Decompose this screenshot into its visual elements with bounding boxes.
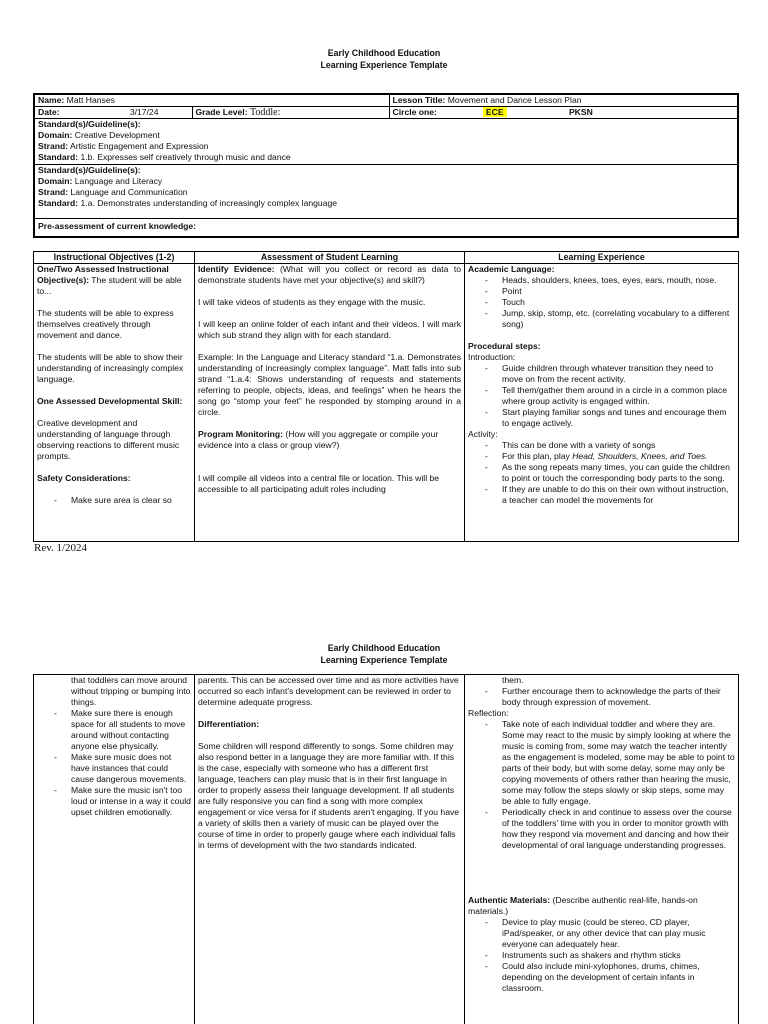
name-value: Matt Hanses	[66, 95, 115, 105]
reflection-item: - Take note of each individual toddler and where they are. Some may react to the music by simply looking at where the music is coming from, some may watch the teacher intently as the engagement is modeled, some may be able to point to parts of their body, but with some delay, some may only be copying movements of others rather than hearing the music, some may follow the steps slowly or skip steps, some may be able to fully engage.	[468, 719, 735, 807]
activity-item-text: For this plan, play	[502, 451, 573, 461]
academic-language-list	[468, 275, 735, 330]
academic-language-label: Academic Language:	[468, 264, 555, 274]
identify-evidence-label: Identify Evidence:	[198, 264, 275, 274]
name-cell	[34, 94, 389, 107]
introduction-list	[468, 363, 735, 429]
learning-experience-cell	[465, 264, 739, 542]
strand-line	[38, 187, 734, 198]
developmental-skill-heading: One Assessed Developmental Skill:	[37, 396, 183, 406]
domain-value: Creative Development	[74, 130, 160, 140]
program-monitoring-text: (How will you aggregate or compile your evidence into a class or group view?)	[198, 429, 439, 450]
evidence-folder: I will keep an online folder of each infant and their videos. I will mark which sub strand they align with for each standard.	[198, 319, 461, 340]
activity-list-continued	[468, 675, 735, 708]
differentiation-label: Differentiation:	[198, 719, 260, 729]
grade-level-cell	[192, 107, 389, 119]
standard-value: 1.a. Demonstrates understanding of increasingly complex language	[80, 198, 338, 208]
column-header-learning-experience: Learning Experience	[465, 252, 739, 264]
introduction-label: Introduction:	[468, 352, 516, 362]
safety-item: - Make sure area is clear so	[37, 495, 191, 506]
date-value: 3/17/24	[129, 107, 159, 117]
column-header-assessment: Assessment of Student Learning	[195, 252, 465, 264]
column-header-objectives: Instructional Objectives (1-2)	[34, 252, 195, 264]
document-page-2	[0, 590, 768, 1024]
program-monitoring	[198, 429, 461, 451]
differentiation-text: Some children will respond differently to songs. Some children may also respond better in a language they are more familiar with. If this is the case, especially with someone who has a different first language, teachers can play music that is in their first language in order to properly assess their language development. If all students are fully responsive you can find a song with more complex engagement or vice versa for if students aren't engaging. If you have a variety of skills then a variety of music can be played over the course of time in order to properly gauge where each individual falls in terms of development with the two standards indicated.	[198, 741, 460, 850]
circle-one-cell	[389, 107, 738, 119]
lesson-title-label: Lesson Title:	[392, 95, 446, 105]
standard-block-2	[34, 165, 738, 219]
preassessment-label: Pre-assessment of current knowledge:	[38, 221, 197, 231]
developmental-skill-text: Creative development and understanding of language through observing reactions to different music prompts.	[37, 418, 180, 461]
activity-label: Activity:	[468, 429, 498, 439]
page-header	[0, 48, 768, 71]
safety-item: - Make sure music does not have instances that could cause dangerous movements.	[37, 752, 191, 785]
academic-language-item: - Heads, shoulders, knees, toes, eyes, ears, mouth, nose.	[468, 275, 735, 286]
domain-value: Language and Literacy	[74, 176, 163, 186]
objective-1: The students will be able to express themselves creatively through movement and dance.	[37, 308, 174, 340]
safety-list	[37, 495, 191, 506]
page-header	[0, 643, 768, 666]
safety-list-continued	[37, 675, 191, 818]
safety-heading: Safety Considerations:	[37, 473, 131, 483]
objectives-cell	[34, 264, 195, 542]
academic-language-item: - Touch	[468, 297, 735, 308]
parents-access-text: parents. This can be accessed over time and as more activities have occurred so each infant's development can be reviewed in order to determine adequate progress.	[198, 675, 459, 707]
assessment-cell-continued	[195, 675, 465, 1024]
header-line-2: Learning Experience Template	[320, 654, 448, 665]
domain-line	[38, 130, 734, 141]
domain-line	[38, 176, 734, 187]
authentic-materials-text: (Describe authentic real-life, hands-on materials.)	[468, 895, 698, 916]
grade-level-value: Toddle:	[249, 107, 281, 118]
standard-value: 1.b. Expresses self creatively through music and dance	[80, 152, 291, 162]
authentic-materials-label: Authentic Materials:	[468, 895, 551, 905]
authentic-materials	[468, 895, 735, 917]
activity-item: - This can be done with a variety of songs	[468, 440, 735, 451]
reflection-item: - Periodically check in and continue to assess over the course of the toddlers' time with you in order to monitor growth with how they respond via movement and dancing and how their developmental of oral language understanding progresses.	[468, 807, 735, 851]
standard-line	[38, 198, 734, 209]
academic-language-item: - Point	[468, 286, 735, 297]
identify-evidence-text: (What will you collect or record as data to demonstrate students have met your objective(s) and skill?)	[198, 264, 461, 285]
circle-option-ece[interactable]: ECE	[483, 107, 507, 117]
activity-list	[468, 440, 735, 506]
circle-option-pksn[interactable]: PKSN	[568, 107, 593, 117]
revision-footer: Rev. 1/2024	[34, 542, 88, 554]
program-monitoring-label: Program Monitoring:	[198, 429, 283, 439]
evidence-example: Example: In the Language and Literacy standard “1.a. Demonstrates understanding of increasingly complex language”. Matt falls into sub strand “1.a.4: Shows understanding of requests and statements referring to people, objects, ideas, and feelings” when he hears the song go “stomp your feet” he responded by stomping around in a circle.	[198, 352, 461, 417]
strand-value: Language and Communication	[70, 187, 188, 197]
header-line-1: Early Childhood Education	[327, 48, 441, 58]
strand-line	[38, 141, 734, 152]
circle-one-label: Circle one:	[392, 107, 437, 117]
standards-heading: Standard(s)/Guideline(s):	[38, 165, 141, 175]
activity-item: them.	[502, 675, 524, 685]
standard-label: Standard:	[38, 198, 79, 208]
objective-heading-text: The student will be able to...	[37, 275, 182, 296]
safety-item: - Make sure the music isn't too loud or intense in a way it could upset children emotionally.	[37, 785, 191, 818]
grade-level-label: Grade Level:	[195, 107, 248, 117]
compile-videos: I will compile all videos into a central file or location. This will be accessible to all participating adult roles including	[198, 473, 440, 494]
academic-language-item: - Jump, skip, stomp, etc. (correlating vocabulary to a different song)	[468, 308, 735, 330]
activity-item: - Further encourage them to acknowledge the parts of their body through expression of movement.	[468, 686, 735, 708]
lesson-title-value: Movement and Dance Lesson Plan	[447, 95, 582, 105]
objectives-cell-continued	[34, 675, 195, 1024]
material-item: - Could also include mini-xylophones, drums, chimes, depending on the development of certain infants in classroom.	[468, 961, 735, 994]
material-item: - Instruments such as shakers and rhythm sticks	[468, 950, 735, 961]
header-line-2: Learning Experience Template	[320, 59, 448, 70]
objective-heading	[37, 264, 191, 297]
lesson-plan-table-page-2	[33, 674, 739, 1024]
reflection-label: Reflection:	[468, 708, 509, 718]
preassessment-cell	[34, 219, 738, 237]
lesson-info-table	[33, 93, 739, 238]
name-label: Name:	[38, 95, 65, 105]
standard-line	[38, 152, 734, 163]
introduction-item: - Guide children through whatever transition they need to move on from the recent activity.	[468, 363, 735, 385]
standard-block-1	[34, 119, 738, 165]
standards-heading: Standard(s)/Guideline(s):	[38, 119, 141, 129]
safety-item: that toddlers can move around without tripping or bumping into things.	[71, 675, 191, 707]
reflection-list	[468, 719, 735, 851]
introduction-item: - Start playing familiar songs and tunes and encourage them to engage actively.	[468, 407, 735, 429]
strand-value: Artistic Engagement and Expression	[70, 141, 209, 151]
date-cell	[34, 107, 192, 119]
introduction-item: - Tell them/gather them around in a circle in a common place where group activity is engaged within.	[468, 385, 735, 407]
page-gap	[0, 560, 768, 590]
header-line-1: Early Childhood Education	[327, 643, 441, 653]
date-label: Date:	[38, 107, 60, 117]
objective-2: The students will be able to show their understanding of increasingly complex language.	[37, 352, 184, 384]
activity-item	[468, 451, 735, 462]
procedural-steps-label: Procedural steps:	[468, 341, 541, 351]
domain-label: Domain:	[38, 176, 73, 186]
standard-label: Standard:	[38, 152, 79, 162]
activity-item: - If they are unable to do this on their own without instruction, a teacher can model the movements for	[468, 484, 735, 506]
assessment-cell	[195, 264, 465, 542]
activity-item: - As the song repeats many times, you can guide the children to point or touch the corresponding body parts to the song.	[468, 462, 735, 484]
song-title: Head, Shoulders, Knees, and Toes.	[572, 451, 708, 461]
identify-evidence	[198, 264, 461, 286]
strand-label: Strand:	[38, 141, 69, 151]
material-item: - Device to play music (could be stereo, CD player, iPad/speaker, or any other device that can play music everyone can adequately hear.	[468, 917, 735, 950]
safety-item: - Make sure there is enough space for all students to move around without contacting anyone else physically.	[37, 708, 191, 752]
strand-label: Strand:	[38, 187, 69, 197]
learning-experience-cell-continued	[465, 675, 739, 1024]
lesson-plan-table-page-1	[33, 251, 739, 542]
evidence-videos: I will take videos of students as they engage with the music.	[198, 297, 426, 307]
materials-list	[468, 917, 735, 994]
objective-heading-label: One/Two Assessed Instructional Objective(s):	[37, 264, 169, 285]
domain-label: Domain:	[38, 130, 73, 140]
lesson-title-cell	[389, 94, 738, 107]
